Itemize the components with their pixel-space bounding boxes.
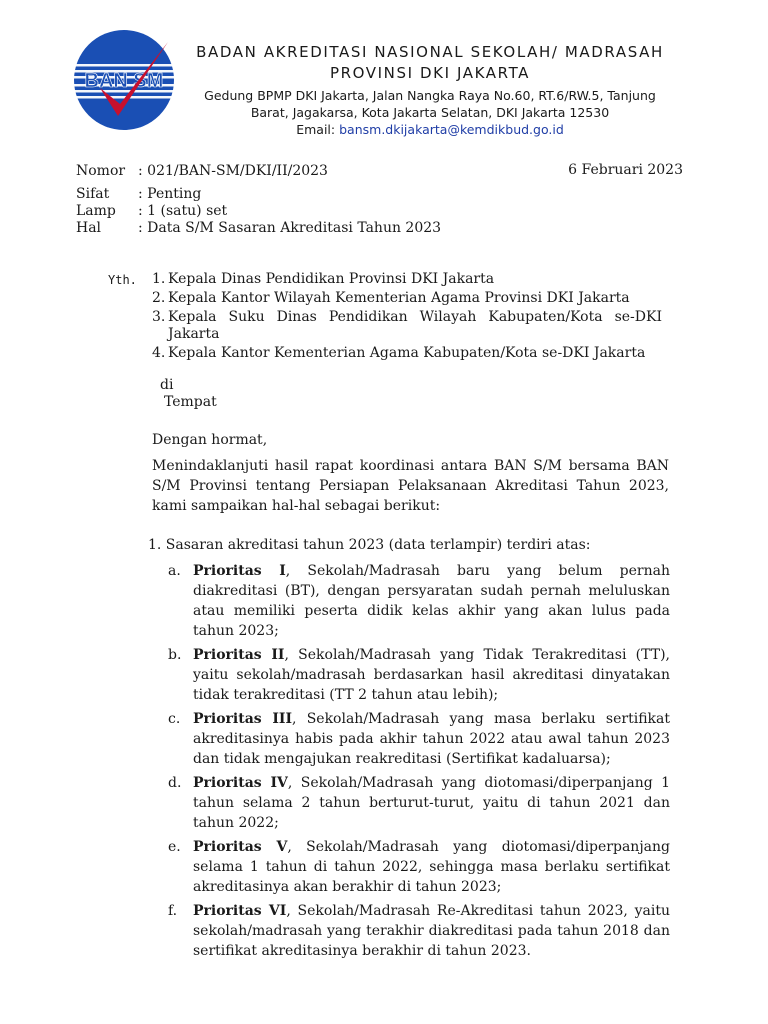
letterhead: [185, 42, 675, 138]
recipient-item: 3. Kepala Suku Dinas Pendidikan Wilayah Kabupaten/Kota se-DKI Jakarta: [152, 309, 662, 342]
org-name: BADAN AKREDITASI NASIONAL SEKOLAH/ MADRASAH: [196, 43, 664, 61]
ban-sm-logo: [70, 28, 178, 132]
recipient-item: 2. Kepala Kantor Wilayah Kementerian Agama Provinsi DKI Jakarta: [152, 290, 630, 306]
hal-value: : Data S/M Sasaran Akreditasi Tahun 2023: [138, 220, 442, 236]
sifat-value: : Penting: [138, 186, 202, 202]
email-line: [185, 121, 675, 138]
org-province: PROVINSI DKI JAKARTA: [329, 64, 531, 82]
priority-item: e. Prioritas V, Sekolah/Madrasah yang diotomasi/diperpanjang selama 1 tahun di tahun 2022, sehingga masa berlaku sertifikat akreditasinya akan berakhir di tahun 2023;: [168, 839, 670, 895]
di-text: di: [160, 377, 174, 393]
intro-paragraph: Menindaklanjuti hasil rapat koordinasi antara BAN S/M bersama BAN S/M Provinsi tentang Persiapan Pelaksanaan Akreditasi Tahun 2023, kami sampaikan hal-hal sebagai berikut:: [152, 458, 669, 514]
priority-list: [168, 561, 670, 965]
sifat-label: Sifat: [76, 186, 110, 202]
priority-item: a. Prioritas I, Sekolah/Madrasah baru yang belum pernah diakreditasi (BT), dengan persyaratan sudah pernah meluluskan atau memiliki peserta didik kelas akhir yang akan lulus pada tahun 2023;: [168, 563, 670, 639]
recipient-item: 4. Kepala Kantor Kementerian Agama Kabupaten/Kota se-DKI Jakarta: [152, 345, 646, 361]
lamp-label: Lamp: [76, 203, 116, 219]
logo-text: BAN SM: [84, 70, 164, 92]
nomor-label: Nomor: [76, 163, 126, 179]
greeting: Dengan hormat,: [152, 432, 268, 448]
recipient-label: Yth.: [108, 273, 137, 287]
email-link[interactable]: bansm.dkijakarta@kemdikbud.go.id: [339, 122, 564, 137]
numbered-item-1: 1. Sasaran akreditasi tahun 2023 (data terlampir) terdiri atas:: [148, 537, 591, 553]
priority-item: f. Prioritas VI, Sekolah/Madrasah Re-Akreditasi tahun 2023, yaitu sekolah/madrasah yang terakhir diakreditasi pada tahun 2018 dan sertifikat akreditasinya berakhir di tahun 2023.: [168, 903, 670, 959]
tempat-text: Tempat: [164, 394, 217, 410]
email-label: Email:: [296, 122, 336, 137]
recipient-item: 1. Kepala Dinas Pendidikan Provinsi DKI Jakarta: [152, 271, 495, 287]
letter-date: 6 Februari 2023: [568, 162, 683, 178]
hal-label: Hal: [76, 220, 102, 236]
recipient-list: [152, 271, 662, 364]
priority-item: d. Prioritas IV, Sekolah/Madrasah yang diotomasi/diperpanjang 1 tahun selama 2 tahun berturut-turut, yaitu di tahun 2021 dan tahun 2022;: [168, 775, 670, 831]
priority-item: c. Prioritas III, Sekolah/Madrasah yang masa berlaku sertifikat akreditasinya habis pada akhir tahun 2022 atau awal tahun 2023 dan tidak mengajukan reakreditasi (Sertifikat kadaluarsa);: [168, 711, 670, 767]
nomor-value: : 021/BAN-SM/DKI/II/2023: [138, 163, 328, 179]
org-address: Gedung BPMP DKI Jakarta, Jalan Nangka Raya No.60, RT.6/RW.5, Tanjung Barat, Jagakarsa, Kota Jakarta Selatan, DKI Jakarta 12530: [204, 88, 656, 120]
lamp-value: : 1 (satu) set: [138, 203, 228, 219]
priority-item: b. Prioritas II, Sekolah/Madrasah yang Tidak Terakreditasi (TT), yaitu sekolah/madrasah berdasarkan hasil akreditasi dinyatakan tidak terakreditasi (TT 2 tahun atau lebih);: [168, 647, 670, 703]
